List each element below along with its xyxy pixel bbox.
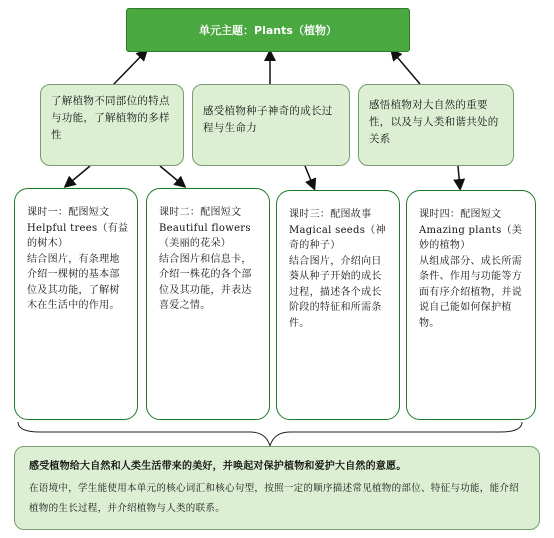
- goal-plant-parts: 了解植物不同部位的特点与功能，了解植物的多样性: [40, 84, 184, 166]
- goal-seed-growth: 感受植物种子神奇的成长过程与生命力: [192, 84, 350, 166]
- lesson-4-card: 课时四：配图短文 Amazing plants（美妙的植物） 从组成部分、成长所需条件、作用与功能等方面有序介绍植物，并说说自己能如何保护植物。: [406, 190, 536, 420]
- unit-title: 单元主题：Plants（植物）: [126, 8, 410, 52]
- summary-body: 在语境中，学生能使用本单元的核心词汇和核心句型，按照一定的顺序描述常见植物的部位、特征与功能，能介绍植物的生长过程，并介绍植物与人类的联系。: [29, 483, 520, 514]
- summary-box: [14, 446, 540, 530]
- arrow-goal1-to-lesson1: [66, 166, 90, 186]
- lesson-1-card: 课时一：配图短文 Helpful trees（有益的树木） 结合图片，有条理地介绍一棵树的基本部位及其功能，了解树木在生活中的作用。: [14, 188, 138, 420]
- arrow-goal2-to-lesson3: [305, 166, 314, 188]
- arrow-goal1-to-title: [112, 51, 146, 86]
- lesson-3-card: 课时三：配图故事 Magical seeds（神奇的种子） 结合图片，介绍向日葵从种子开始的成长过程，描述各个成长阶段的特征和所需条件。: [276, 190, 400, 420]
- arrow-goal1-to-lesson2: [160, 166, 184, 186]
- lesson-2-card: 课时二：配图短文 Beautiful flowers（美丽的花朵） 结合图片和信息卡，介绍一株花的各个部位及其功能，并表达喜爱之情。: [146, 188, 270, 420]
- arrow-goal3-to-lesson4: [458, 166, 460, 188]
- arrow-goal3-to-title: [392, 51, 420, 84]
- summary-title: 感受植物给大自然和人类生活带来的美好，并唤起对保护植物和爱护大自然的意愿。: [29, 461, 407, 472]
- brace: [18, 422, 522, 446]
- goal-nature-harmony: 感悟植物对大自然的重要性，以及与人类和谐共处的关系: [358, 84, 514, 166]
